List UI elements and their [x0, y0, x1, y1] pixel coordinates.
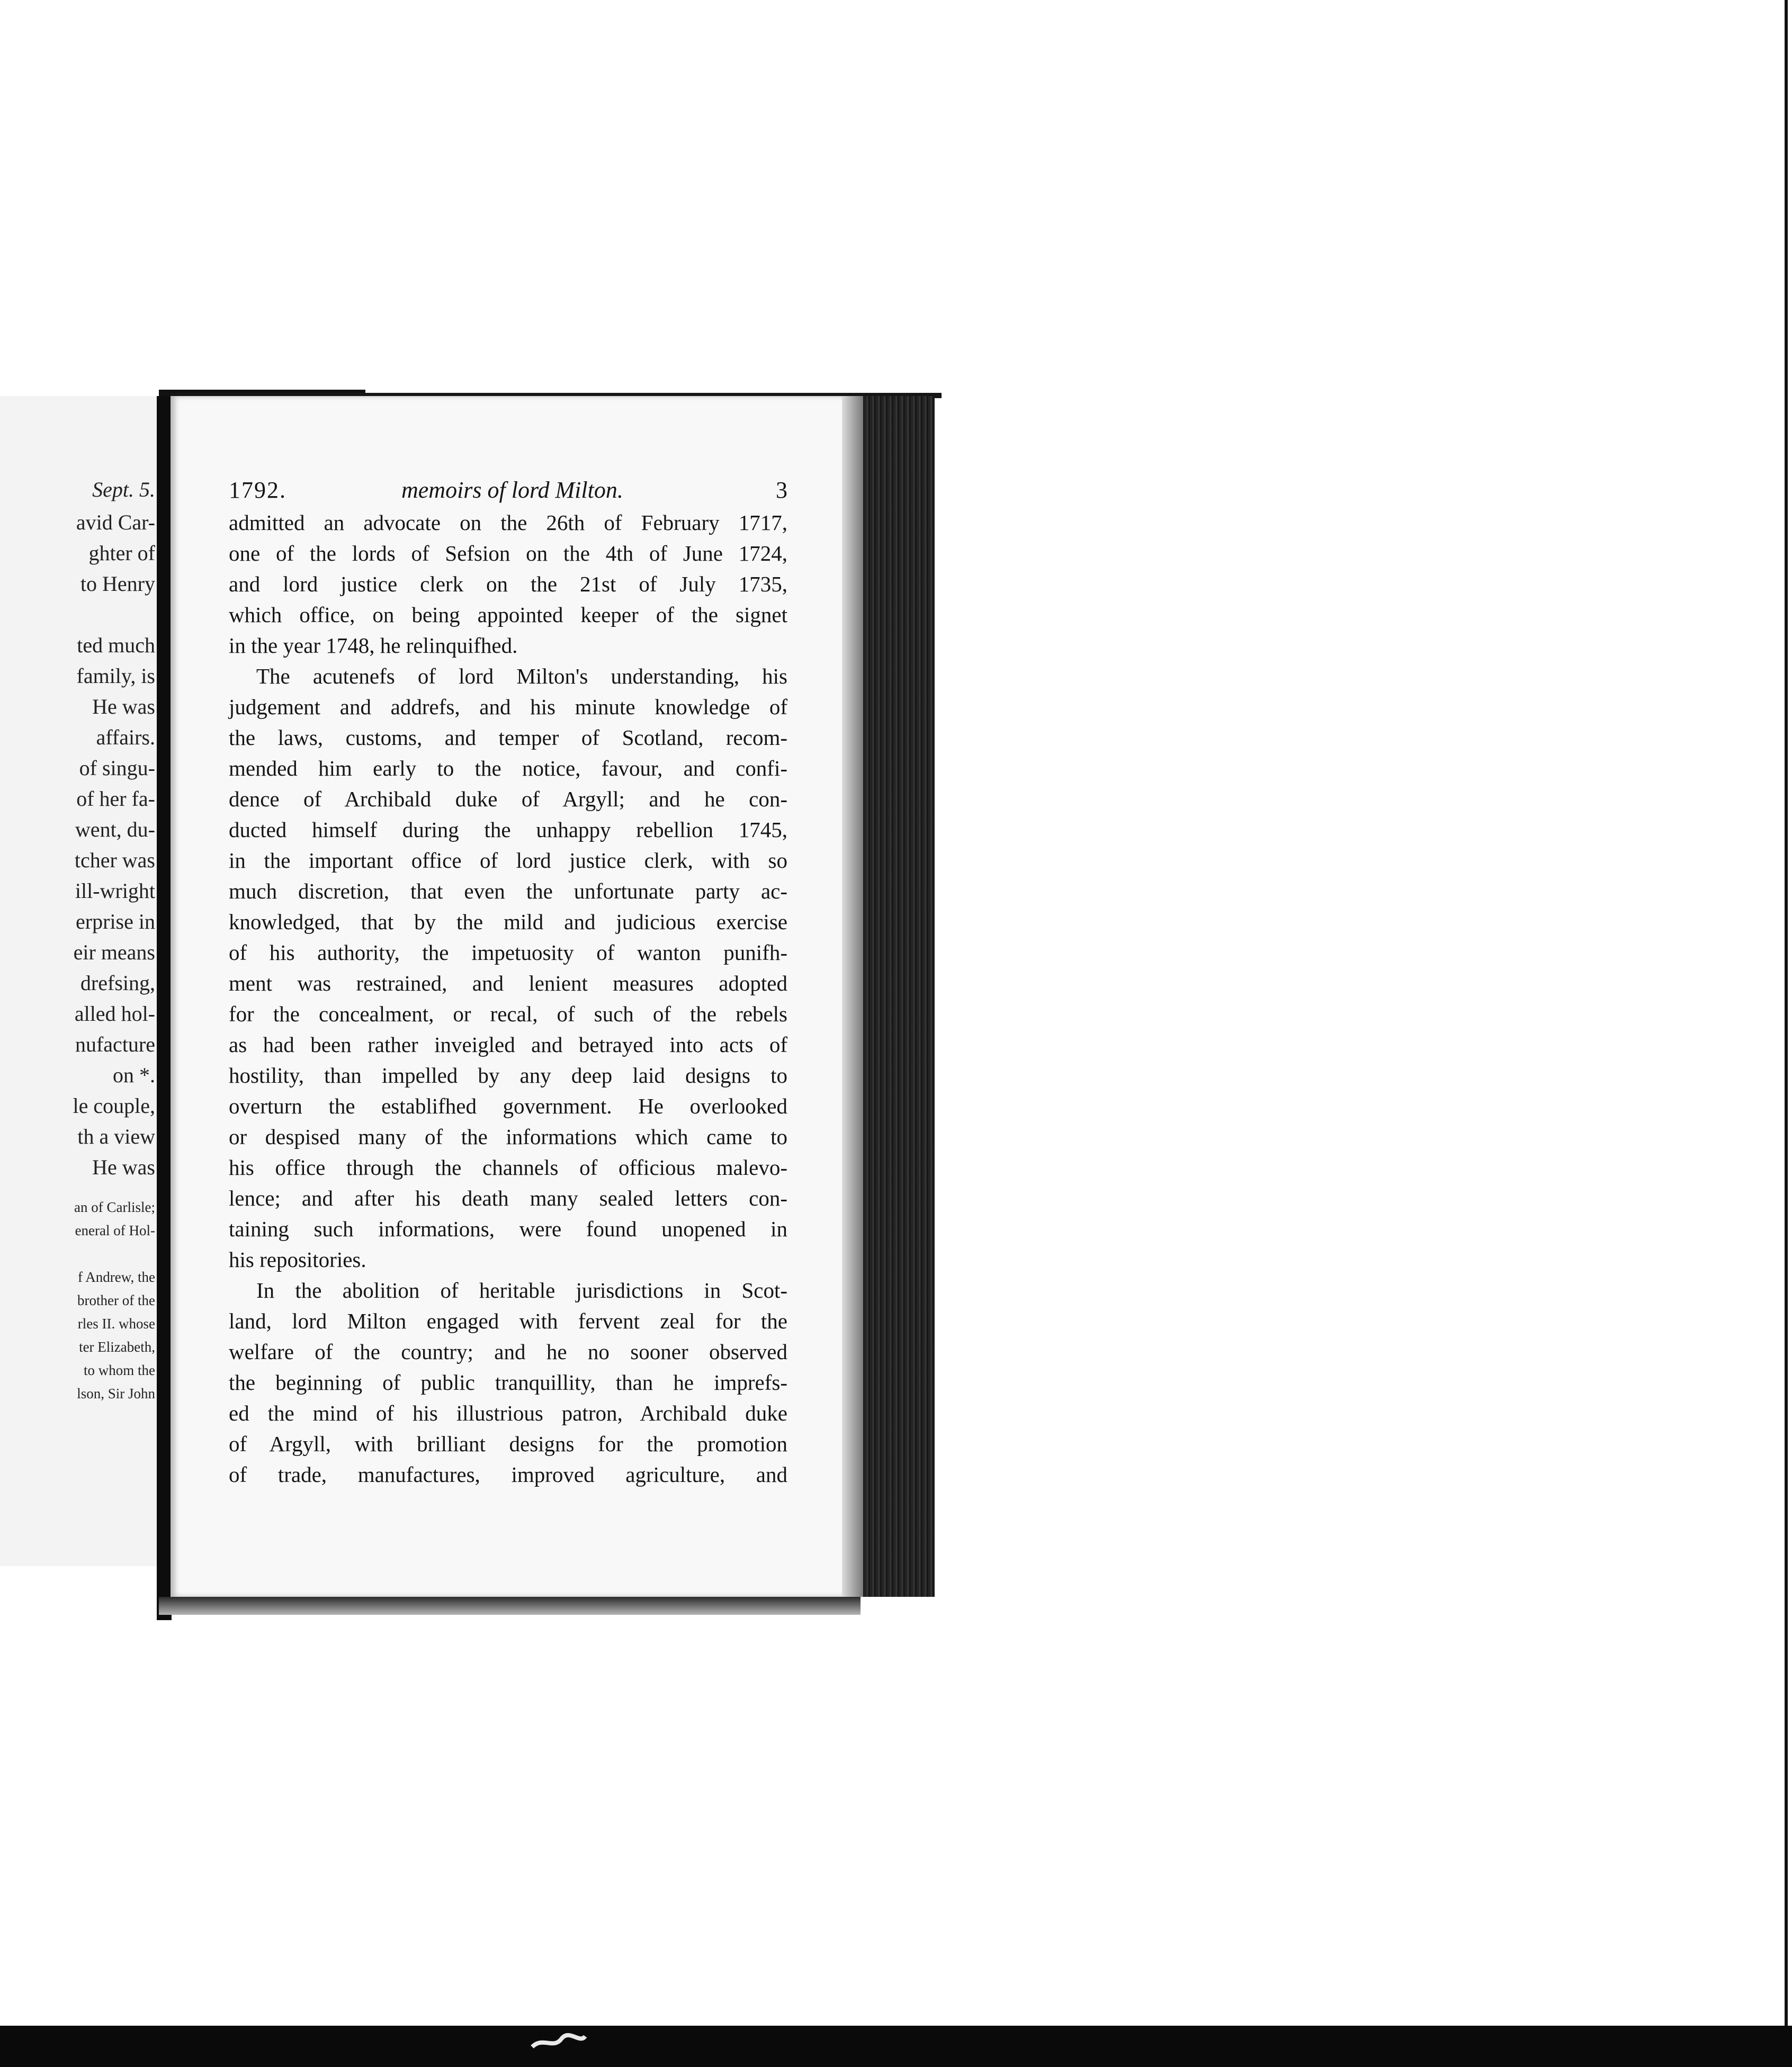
left-page-footnote: f Andrew, the — [78, 1269, 155, 1285]
left-page-line: of singu- — [79, 756, 155, 780]
left-page-line: went, du- — [75, 817, 155, 841]
text-line: taining such informations, were found unopened in — [229, 1217, 787, 1241]
left-page-line: of her fa- — [76, 787, 155, 811]
text-line: the beginning of public tranquillity, than he imprefs- — [229, 1370, 787, 1395]
text-line: knowledged, that by the mild and judicious exercise — [229, 910, 787, 934]
book-gutter — [157, 396, 172, 1620]
page-bottom-edge — [159, 1597, 861, 1615]
body-text — [229, 507, 787, 1490]
text-line: ment was restrained, and lenient measures adopted — [229, 971, 787, 995]
left-page-footnote: ter Elizabeth, — [79, 1339, 155, 1355]
text-line: as had been rather inveigled and betrayed into acts of — [229, 1032, 787, 1057]
left-page-line: ill-wright — [75, 879, 155, 903]
left-page-line: ghter of — [88, 541, 155, 565]
left-page-line: He was — [92, 695, 155, 718]
left-page-line: affairs. — [96, 725, 155, 749]
text-line: welfare of the country; and he no sooner observed — [229, 1340, 787, 1364]
left-page-line: le couple, — [73, 1094, 155, 1118]
book-page-edges — [842, 396, 935, 1597]
text-line: dence of Archibald duke of Argyll; and he con- — [229, 787, 787, 811]
left-page-line: nufacture — [75, 1032, 155, 1056]
left-page-line: avid Car- — [76, 510, 155, 534]
text-line: hostility, than impelled by any deep laid designs to — [229, 1063, 787, 1088]
text-line: In the abolition of heritable jurisdictions in Scot- — [256, 1278, 787, 1302]
scan-artifact-mark — [530, 2031, 588, 2052]
left-page-line: drefsing, — [80, 971, 155, 995]
text-line: or despised many of the informations which came to — [229, 1125, 787, 1149]
left-page-line: He was — [92, 1155, 155, 1179]
left-page-footnote: brother of the — [77, 1292, 155, 1308]
text-line: of trade, manufactures, improved agriculture, and — [229, 1462, 787, 1487]
scan-border-right — [1785, 0, 1788, 2067]
text-line: which office, on being appointed keeper of the signet — [229, 603, 787, 627]
running-head — [229, 477, 787, 508]
left-page-line: family, is — [76, 664, 155, 688]
text-line: The acutenefs of lord Milton's understanding, his — [256, 664, 787, 688]
left-page-head: Sept. 5. — [92, 478, 155, 501]
left-page-footnote: to whom the — [84, 1362, 155, 1378]
left-page-line: tcher was — [74, 848, 155, 872]
text-line: one of the lords of Sefsion on the 4th of June 1724, — [229, 541, 787, 565]
text-line: judgement and addrefs, and his minute knowledge of — [229, 695, 787, 719]
text-line: his office through the channels of officious malevo- — [229, 1155, 787, 1180]
left-page-fragment — [0, 396, 162, 1566]
text-line: the laws, customs, and temper of Scotland, recom- — [229, 725, 787, 750]
left-page-footnote: eneral of Hol- — [75, 1223, 155, 1238]
text-line: admitted an advocate on the 26th of February 1717, — [229, 510, 787, 535]
text-line: overturn the establifhed government. He overlooked — [229, 1094, 787, 1118]
text-line: of his authority, the impetuosity of wanton punifh- — [229, 940, 787, 965]
text-line: lence; and after his death many sealed letters con- — [229, 1186, 787, 1210]
text-line: ducted himself during the unhappy rebellion 1745, — [229, 817, 787, 842]
left-page-line: erprise in — [76, 910, 155, 933]
left-page-footnote: rles II. whose — [77, 1316, 155, 1332]
running-head-title: memoirs of lord Milton. — [401, 477, 623, 503]
left-page-line: alled hol- — [74, 1002, 155, 1026]
left-page-line: th a view — [77, 1125, 155, 1148]
scan-bottom-band — [0, 2026, 1792, 2067]
text-line: much discretion, that even the unfortunate party ac- — [229, 879, 787, 903]
text-line: mended him early to the notice, favour, and confi- — [229, 756, 787, 780]
left-page-footnote: lson, Sir John — [77, 1386, 155, 1401]
left-page-line: to Henry — [80, 572, 155, 596]
text-line: and lord justice clerk on the 21st of July 1735, — [229, 572, 787, 596]
text-line: for the concealment, or recal, of such of the rebels — [229, 1002, 787, 1026]
left-page-line: ted much — [77, 633, 155, 657]
text-line: in the year 1748, he relinquifhed. — [229, 633, 518, 658]
page-number: 3 — [776, 477, 787, 503]
left-page-footnote: an of Carlisle; — [74, 1199, 155, 1215]
text-line: of Argyll, with brilliant designs for the promotion — [229, 1432, 787, 1456]
left-page-line: eir means — [73, 940, 155, 964]
text-line: land, lord Milton engaged with fervent zeal for the — [229, 1309, 787, 1333]
left-page-line: on *. — [113, 1063, 155, 1087]
text-line: ed the mind of his illustrious patron, Archibald duke — [229, 1401, 787, 1425]
running-head-year: 1792. — [229, 477, 286, 503]
text-line: his repositories. — [229, 1247, 366, 1272]
text-line: in the important office of lord justice clerk, with so — [229, 848, 787, 873]
